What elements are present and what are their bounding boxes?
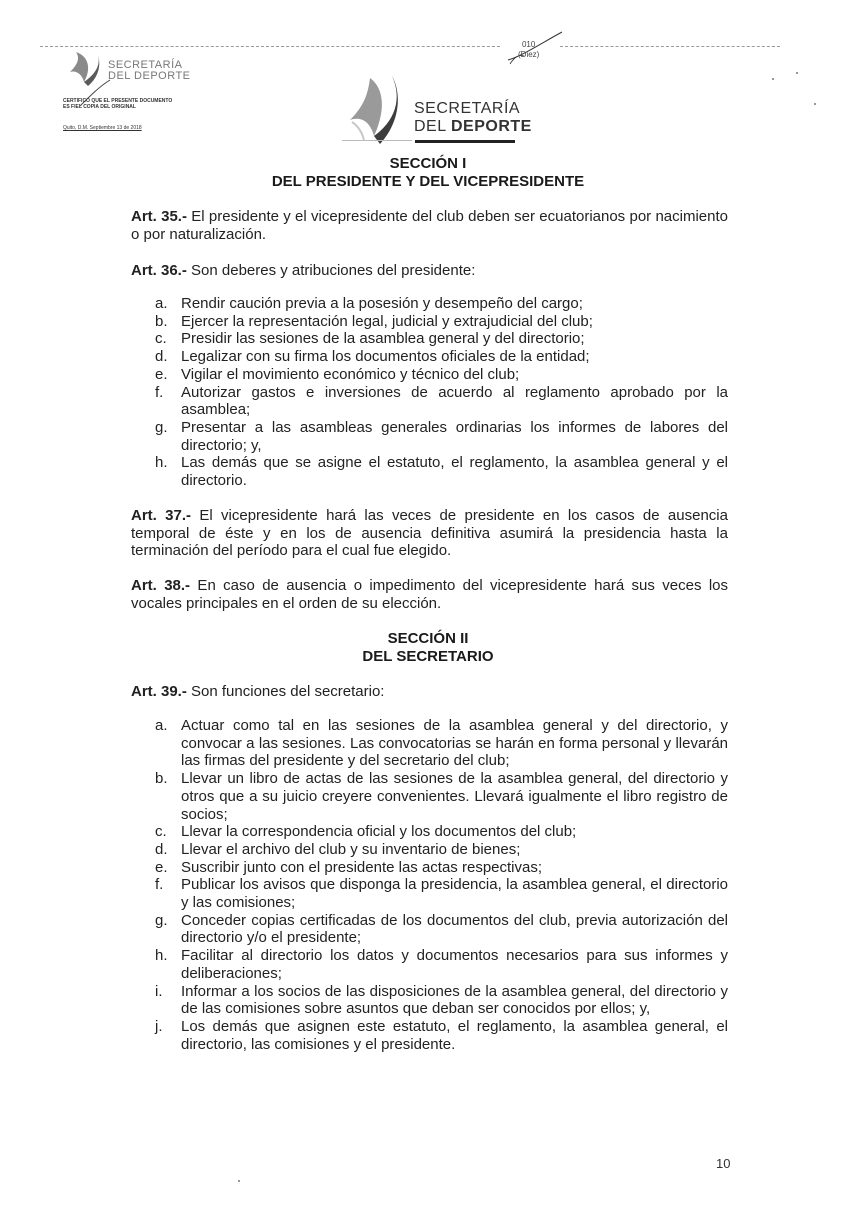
logo-underline-left xyxy=(342,140,412,141)
list-item xyxy=(155,366,728,384)
list-item-letter: b. xyxy=(155,770,168,788)
list-item-text: Presentar a las asambleas generales ordinarias los informes de labores del directorio; y, xyxy=(181,418,728,454)
article-37-label: Art. 37.- xyxy=(131,507,192,524)
article-39-list xyxy=(155,717,728,1053)
page-stamp-number: 010 xyxy=(521,40,536,49)
article-39-label: Art. 39.- xyxy=(131,683,187,700)
list-item-text: Facilitar al directorio los datos y documentos necesarios para sus informes y deliberaciones; xyxy=(181,947,728,982)
list-item-text: Llevar el archivo del club y su inventario de bienes; xyxy=(181,840,521,858)
section1-heading xyxy=(100,155,756,191)
top-dashed-line-right xyxy=(560,46,780,47)
article-36-text: Son deberes y atribuciones del presidente: xyxy=(186,262,476,279)
article-36-list xyxy=(155,295,728,490)
article-39 xyxy=(131,683,728,701)
list-item-letter: d. xyxy=(155,840,168,858)
article-36 xyxy=(131,262,728,280)
main-logo-line2-a: DEL xyxy=(414,118,451,135)
main-logo-line1: SECRETARÍA xyxy=(414,100,521,117)
article-38-text: En caso de ausencia o impedimento del vicepresidente hará sus veces los vocales principales en el orden de su elección. xyxy=(131,577,728,612)
article-36-label: Art. 36.- xyxy=(131,262,187,279)
list-item-text: Legalizar con su firma los documentos oficiales de la entidad; xyxy=(181,348,590,366)
list-item xyxy=(155,876,728,911)
scan-speck xyxy=(772,78,774,80)
list-item-text: Informar a los socios de las disposiciones de la asamblea general, del directorio y de las comisiones sobre asuntos que deban ser conocidos por ellos; y, xyxy=(181,982,728,1018)
list-item-letter: c. xyxy=(155,330,167,348)
list-item xyxy=(155,859,728,877)
logo-underline-bar xyxy=(415,140,515,143)
list-item xyxy=(155,419,728,454)
list-item xyxy=(155,947,728,982)
page-stamp xyxy=(518,40,539,60)
list-item-letter: f. xyxy=(155,876,164,894)
list-item-text: Suscribir junto con el presidente las actas respectivas; xyxy=(181,858,543,876)
main-logo-line2-b: DEPORTE xyxy=(450,118,532,135)
list-item-letter: i. xyxy=(155,982,163,1000)
article-38-label: Art. 38.- xyxy=(131,577,191,594)
list-item-text: Conceder copias certificadas de los documentos del club, previa autorización del directorio y/o el presidente; xyxy=(181,911,728,947)
list-item-letter: j. xyxy=(155,1017,163,1035)
list-item-letter: a. xyxy=(155,717,168,734)
list-item-text: Autorizar gastos e inversiones de acuerdo al reglamento aprobado por la asamblea; xyxy=(181,383,728,419)
list-item-letter: h. xyxy=(155,947,168,965)
page-number: 10 xyxy=(716,1156,731,1171)
list-item-letter: e. xyxy=(155,365,168,383)
top-dashed-line-left xyxy=(40,46,500,47)
article-37 xyxy=(131,507,728,560)
secretaria-del-deporte-logo-icon xyxy=(340,70,410,150)
list-item-letter: e. xyxy=(155,858,168,876)
article-38 xyxy=(131,577,728,612)
article-39-text: Son funciones del secretario: xyxy=(186,683,385,700)
section2-heading xyxy=(100,630,756,666)
list-item-text: Publicar los avisos que disponga la presidencia, la asamblea general, el directorio y las comisiones; xyxy=(181,876,728,912)
list-item-letter: b. xyxy=(155,312,168,330)
list-item xyxy=(155,717,728,770)
list-item-letter: g. xyxy=(155,911,168,929)
list-item-text: Llevar un libro de actas de las sesiones de la asamblea general, del directorio y otros que a su juicio creyere convenientes. Llevará igualmente el libro registro de socios; xyxy=(181,770,728,823)
scan-speck xyxy=(814,103,816,105)
list-item-letter: c. xyxy=(155,823,167,841)
list-item-text: Los demás que asignen este estatuto, el reglamento, la asamblea general, el directorio, las comisiones y el presidente. xyxy=(181,1017,728,1053)
scan-speck xyxy=(238,1180,240,1182)
list-item xyxy=(155,1018,728,1053)
list-item-text: Ejercer la representación legal, judicial y extrajudicial del club; xyxy=(181,312,593,330)
list-item xyxy=(155,823,728,841)
small-logo-line2: DEL DEPORTE xyxy=(108,70,191,82)
scan-speck xyxy=(796,72,798,74)
list-item-letter: f. xyxy=(155,383,164,401)
section2-subtitle: DEL SECRETARIO xyxy=(362,648,494,665)
section1-title: SECCIÓN I xyxy=(389,155,467,172)
small-logo-line1: SECRETARÍA xyxy=(108,59,183,71)
list-item-letter: d. xyxy=(155,348,168,366)
list-item-text: Las demás que se asigne el estatuto, el reglamento, la asamblea general y el directorio. xyxy=(181,454,728,490)
list-item xyxy=(155,348,728,366)
list-item-text: Presidir las sesiones de la asamblea general y del directorio; xyxy=(181,330,585,348)
list-item xyxy=(155,384,728,419)
certification-stamp: CERTIFICO QUE EL PRESENTE DOCUMENTO ES FIEL COPIA DEL ORIGINAL xyxy=(63,98,173,110)
list-item xyxy=(155,313,728,331)
article-35 xyxy=(131,208,728,243)
list-item xyxy=(155,983,728,1018)
list-item xyxy=(155,454,728,489)
section1-subtitle: DEL PRESIDENTE Y DEL VICEPRESIDENTE xyxy=(271,173,585,190)
list-item-text: Llevar la correspondencia oficial y los documentos del club; xyxy=(181,823,577,841)
article-35-text: El presidente y el vicepresidente del club deben ser ecuatorianos por nacimiento o por naturalización. xyxy=(131,208,728,243)
main-logo-line2 xyxy=(414,118,532,136)
list-item-text: Rendir caución previa a la posesión y desempeño del cargo; xyxy=(181,295,583,312)
section2-title: SECCIÓN II xyxy=(387,630,469,647)
list-item-letter: a. xyxy=(155,295,168,312)
list-item-text: Vigilar el movimiento económico y técnico del club; xyxy=(181,365,520,383)
list-item-letter: g. xyxy=(155,418,168,436)
list-item xyxy=(155,912,728,947)
list-item xyxy=(155,295,728,313)
list-item xyxy=(155,330,728,348)
page-stamp-word: (Diez) xyxy=(518,50,540,59)
list-item-text: Actuar como tal en las sesiones de la asamblea general y del directorio, y convocar a las sesiones. Las convocatorias se harán en forma personal y llevarán las firmas del presidente y del secretario del club; xyxy=(181,717,728,770)
certification-date: Quito, D.M. Septiembre 13 de 2018 xyxy=(63,125,142,131)
list-item xyxy=(155,770,728,823)
list-item xyxy=(155,841,728,859)
main-logo-text xyxy=(414,100,532,136)
article-35-label: Art. 35.- xyxy=(131,208,187,225)
list-item-letter: h. xyxy=(155,454,168,472)
article-37-text: El vicepresidente hará las veces de presidente en los casos de ausencia temporal de éste y en los de ausencia definitiva asumirá la presidencia hasta la terminación del período para el cual fue elegido. xyxy=(131,507,728,559)
